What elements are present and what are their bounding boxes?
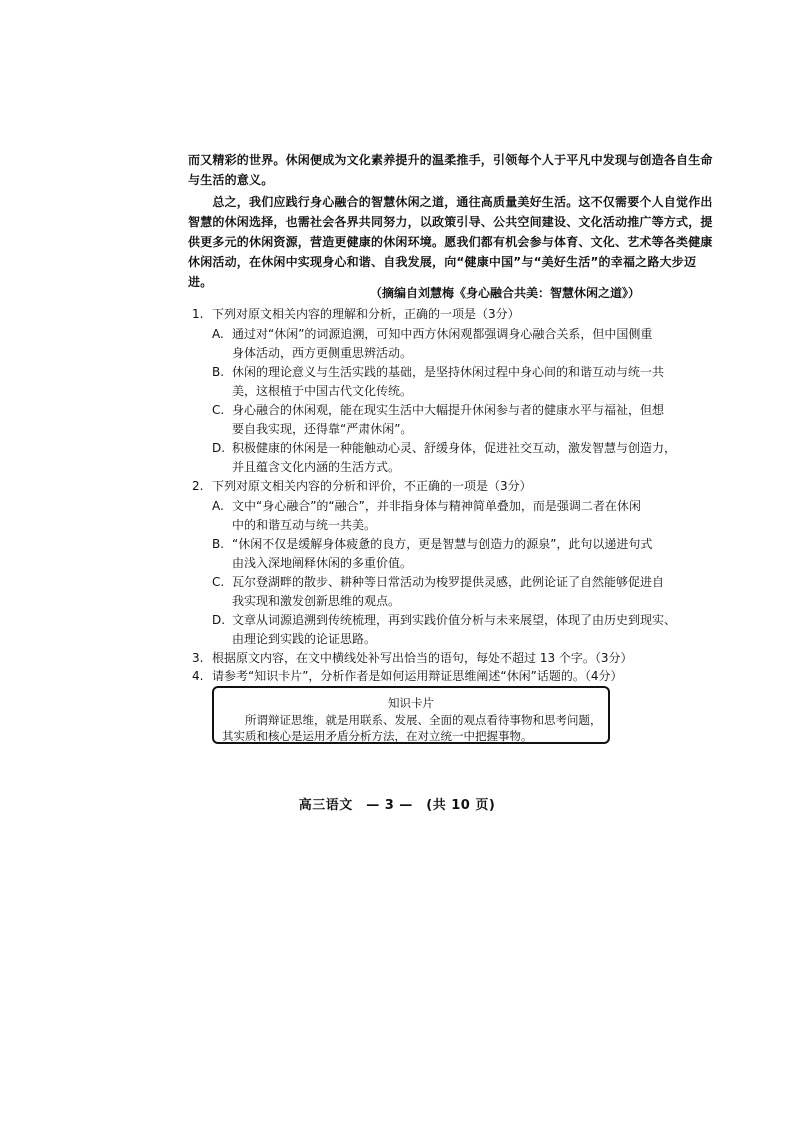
option-text: 文章从词源追溯到传统梳理，再到实践价值分析与未来展望，体现了由历史到现实、 <box>232 613 677 627</box>
option-letter: C. <box>212 403 225 417</box>
option-1a-cont: 身体活动，西方更侧重思辨活动。 <box>232 346 413 360</box>
passage-line: 进。 <box>188 275 213 289</box>
card-line: 所谓辩证思维，就是用联系、发展、全面的观点看待事物和思考问题， <box>222 713 602 727</box>
option-text: 瓦尔登湖畔的散步、耕种等日常活动为梭罗提供灵感，此例论证了自然能够促进自 <box>232 575 665 589</box>
option-text: 文中“身心融合”的“融合”，并非指身体与精神简单叠加，而是强调二者在休闲 <box>232 499 641 513</box>
passage-line: 而又精彩的世界。休闲便成为文化素养提升的温柔推手，引领每个人于平凡中发现与创造各自生命 <box>188 153 713 167</box>
option-text: 身心融合的休闲观，能在现实生活中大幅提升休闲参与者的健康水平与福祉，但想 <box>232 403 665 417</box>
option-1b <box>212 362 664 382</box>
option-2d <box>212 610 676 630</box>
passage-line: 智慧的休闲选择，也需社会各界共同努力，以政策引导、公共空间建设、文化活动推广等方式，提 <box>188 215 713 229</box>
question-number: 4. <box>192 669 204 683</box>
question-2-stem <box>192 476 532 496</box>
option-text: 积极健康的休闲是一种能触动心灵、舒缓身体，促进社交互动，激发智慧与创造力， <box>232 441 677 455</box>
option-text: 通过对“休闲”的词源追溯，可知中西方休闲观都强调身心融合关系，但中国侧重 <box>232 327 653 341</box>
option-2c-cont: 我实现和激发创新思维的观点。 <box>232 594 401 608</box>
option-1c-cont: 要自我实现，还得靠“严肃休闲”。 <box>232 422 413 436</box>
page-footer: 高三语文 — 3 — (共 10 页) <box>298 798 496 813</box>
option-1d-cont: 并且蕴含文化内涵的生活方式。 <box>232 460 401 474</box>
question-3-stem <box>192 648 633 668</box>
card-line: 其实质和核心是运用矛盾分析方法，在对立统一中把握事物。 <box>222 729 533 743</box>
option-2a <box>212 496 641 516</box>
question-number: 2. <box>192 479 204 493</box>
question-text: 下列对原文相关内容的分析和评价，不正确的一项是（3分） <box>212 479 532 493</box>
option-letter: A. <box>212 499 224 513</box>
card-title: 知识卡片 <box>388 696 434 710</box>
option-2b-cont: 由浅入深地阐释休闲的多重价值。 <box>232 556 413 570</box>
option-letter: D. <box>212 613 226 627</box>
option-letter: B. <box>212 365 225 379</box>
passage-line: 总之，我们应践行身心融合的智慧休闲之道，通往高质量美好生活。这不仅需要个人自觉作出 <box>188 195 713 209</box>
option-2b <box>212 534 652 554</box>
option-letter: C. <box>212 575 225 589</box>
passage-line: 与生活的意义。 <box>188 173 274 187</box>
knowledge-card <box>212 686 610 744</box>
passage-line: 供更多元的休闲资源，营造更健康的休闲环境。愿我们都有机会参与体育、文化、艺术等各类健康 <box>188 235 713 249</box>
question-number: 3. <box>192 651 204 665</box>
question-text: 请参考“知识卡片”，分析作者是如何运用辩证思维阐述“休闲”话题的。（4分） <box>212 669 623 683</box>
option-2d-cont: 由理论到实践的论证思路。 <box>232 632 377 646</box>
question-1-stem <box>192 304 520 324</box>
option-1a <box>212 324 652 344</box>
option-1d <box>212 438 676 458</box>
option-letter: B. <box>212 537 225 551</box>
option-1c <box>212 400 664 420</box>
question-4-stem <box>192 666 623 686</box>
option-letter: A. <box>212 327 224 341</box>
question-number: 1. <box>192 307 204 321</box>
question-text: 根据原文内容，在文中横线处补写出恰当的语句，每处不超过 13 个字。（3分） <box>212 651 633 665</box>
option-text: “休闲不仅是缓解身体疲惫的良方，更是智慧与创造力的源泉”，此句以递进句式 <box>232 537 653 551</box>
option-2c <box>212 572 664 592</box>
question-text: 下列对原文相关内容的理解和分析，正确的一项是（3分） <box>212 307 520 321</box>
option-text: 休闲的理论意义与生活实践的基础，是坚持休闲过程中身心间的和谐互动与统一共 <box>232 365 665 379</box>
option-letter: D. <box>212 441 226 455</box>
option-2a-cont: 中的和谐互动与统一共美。 <box>232 518 377 532</box>
passage-line: 休闲活动，在休闲中实现身心和谐、自我发展，向“健康中国”与“美好生活”的幸福之路大步迈 <box>188 255 697 269</box>
passage-source: （摘编自刘慧梅《身心融合共美：智慧休闲之道》） <box>369 286 640 300</box>
option-1b-cont: 美，这根植于中国古代文化传统。 <box>232 384 413 398</box>
